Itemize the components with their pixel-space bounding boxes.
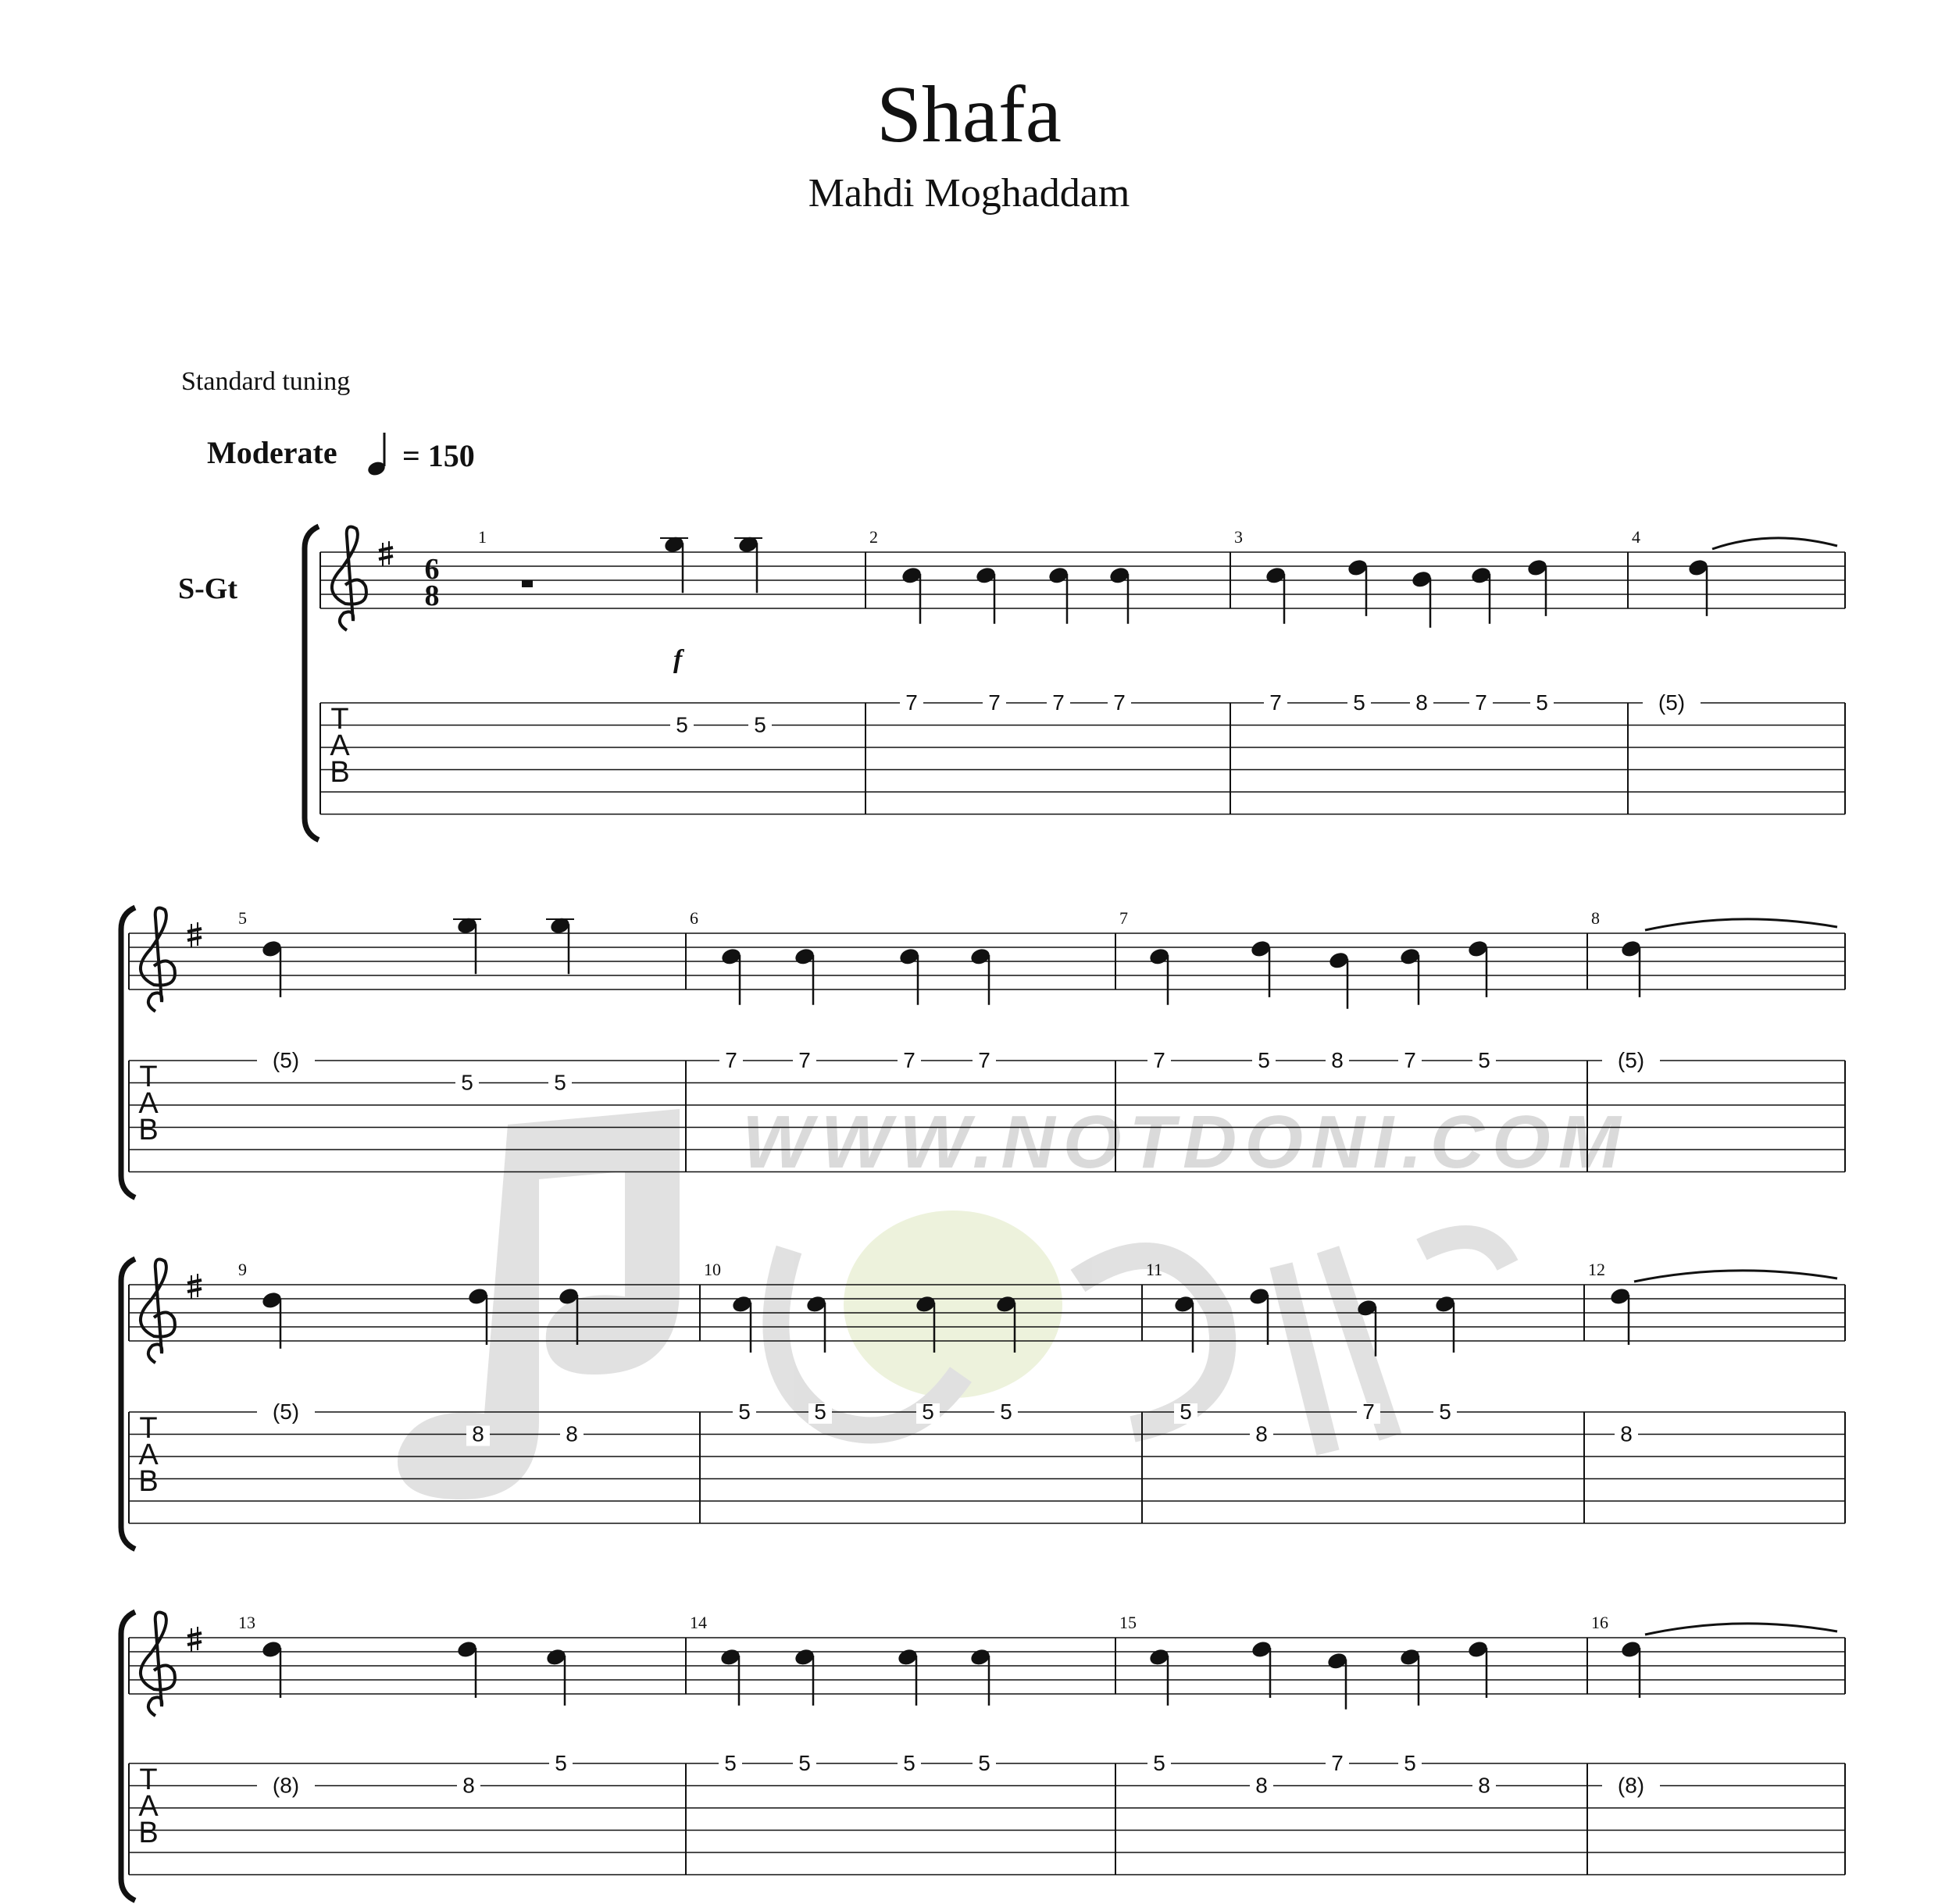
tab-fret-number: 5 [798,1751,811,1775]
treble-clef-icon [141,908,175,1011]
tab-fret-number: 5 [1404,1751,1416,1775]
tab-fret-number: (5) [1617,1048,1645,1072]
measure-number: 15 [1119,1613,1137,1632]
time-signature-top: 6 [424,553,440,586]
tie-arc [1645,1624,1837,1635]
treble-clef-icon [141,1260,175,1363]
tab-fret-number: 7 [988,690,1001,715]
tab-fret-number: 8 [1331,1048,1344,1072]
tie-arc [1712,538,1837,549]
rest-icon [522,580,533,587]
dynamic-marking: f [673,645,683,674]
tab-fret-number: 8 [1478,1773,1490,1798]
time-signature-bottom: 8 [424,579,440,612]
tab-fret-number: 5 [1353,690,1365,715]
tab-fret-number: 7 [1269,690,1282,715]
treble-clef-icon [332,527,366,630]
measure-number: 1 [478,527,487,547]
tab-fret-number: 7 [905,690,918,715]
composer-name: Mahdi Moghaddam [808,171,1130,216]
tab-letter: A [330,729,350,762]
measure-number: 3 [1234,527,1243,547]
tab-fret-number: 8 [1620,1421,1633,1446]
tab-fret-number: 7 [1475,690,1487,715]
tab-fret-number: 5 [903,1751,915,1775]
tab-fret-number: 5 [1153,1751,1165,1775]
tab-fret-number: 5 [1000,1399,1012,1424]
tab-letter: A [138,1790,159,1823]
measure-number: 8 [1591,908,1600,928]
measure-number: 9 [238,1260,247,1279]
tab-fret-number: (8) [1617,1773,1645,1798]
tab-fret-number: 7 [1362,1399,1375,1424]
measure-number: 2 [869,527,878,547]
tie-arc [1634,1271,1837,1282]
tab-fret-number: 7 [798,1048,811,1072]
tab-fret-number: 5 [461,1070,473,1095]
tab-fret-number: 5 [814,1399,826,1424]
instrument-label: S-Gt [178,572,237,605]
tab-fret-number: 5 [1536,690,1548,715]
sharp-icon [187,922,202,947]
tab-fret-number: 8 [1255,1773,1268,1798]
tab-fret-number: 5 [676,712,688,737]
tab-fret-number: 5 [1258,1048,1270,1072]
tab-fret-number: 7 [1404,1048,1416,1072]
measure-number: 4 [1632,527,1640,547]
system-bracket [305,526,319,840]
tab-fret-number: 7 [725,1048,737,1072]
sharp-icon [379,541,393,566]
measure-number: 10 [704,1260,721,1279]
song-title: Shafa [876,70,1062,159]
tie-arc [1645,919,1837,930]
tab-letter: T [330,703,349,736]
tuning-label: Standard tuning [181,367,351,396]
tab-letter: A [138,1439,159,1471]
tab-letter: B [330,756,350,789]
tab-fret-number: 5 [738,1399,751,1424]
tab-fret-number: (5) [1658,690,1686,715]
measure-number: 5 [238,908,247,928]
tab-letter: B [138,1465,159,1498]
system-2 [121,907,1845,1198]
tab-fret-number: 8 [472,1421,484,1446]
tab-letter: T [139,1763,158,1796]
tab-letter: B [138,1114,159,1146]
tempo-value: = 150 [402,438,475,473]
tab-fret-number: 7 [978,1048,990,1072]
tab-letter: T [139,1061,158,1093]
tab-fret-number: 7 [903,1048,915,1072]
tab-fret-number: 7 [1113,690,1126,715]
measure-number: 12 [1588,1260,1605,1279]
tab-fret-number: 8 [462,1773,475,1798]
tab-fret-number: 7 [1153,1048,1165,1072]
tab-fret-number: 5 [1439,1399,1451,1424]
measure-number: 16 [1591,1613,1608,1632]
measure-number: 11 [1146,1260,1163,1279]
treble-clef-icon [141,1613,175,1716]
tab-fret-number: 8 [1415,690,1428,715]
tab-letter: B [138,1817,159,1849]
tab-fret-number: (5) [272,1399,300,1424]
measure-number: 6 [690,908,698,928]
tab-fret-number: 7 [1331,1751,1344,1775]
system-1 [305,526,1845,840]
sharp-icon [187,1274,202,1299]
tab-fret-number: 8 [1255,1421,1268,1446]
measure-number: 7 [1119,908,1128,928]
tab-fret-number: 5 [1478,1048,1490,1072]
tab-fret-number: 5 [1180,1399,1192,1424]
tab-letter: A [138,1087,159,1120]
measure-number: 13 [238,1613,255,1632]
tab-fret-number: 5 [555,1751,567,1775]
tab-fret-number: 5 [922,1399,934,1424]
tab-letter: T [139,1412,158,1445]
tab-fret-number: 8 [566,1421,578,1446]
measure-number: 14 [690,1613,707,1632]
tab-fret-number: 5 [754,712,766,737]
tab-fret-number: (5) [272,1048,300,1072]
tab-fret-number: 5 [554,1070,566,1095]
tempo-marking: Moderate [207,435,337,470]
watermark-text: WWW.NOTDONI.COM [742,1100,1629,1184]
sharp-icon [187,1627,202,1652]
system-3 [121,1259,1845,1549]
tab-fret-number: 7 [1052,690,1065,715]
system-4 [121,1612,1845,1901]
tab-fret-number: 5 [724,1751,737,1775]
tab-fret-number: 5 [978,1751,990,1775]
tab-fret-number: (8) [272,1773,300,1798]
